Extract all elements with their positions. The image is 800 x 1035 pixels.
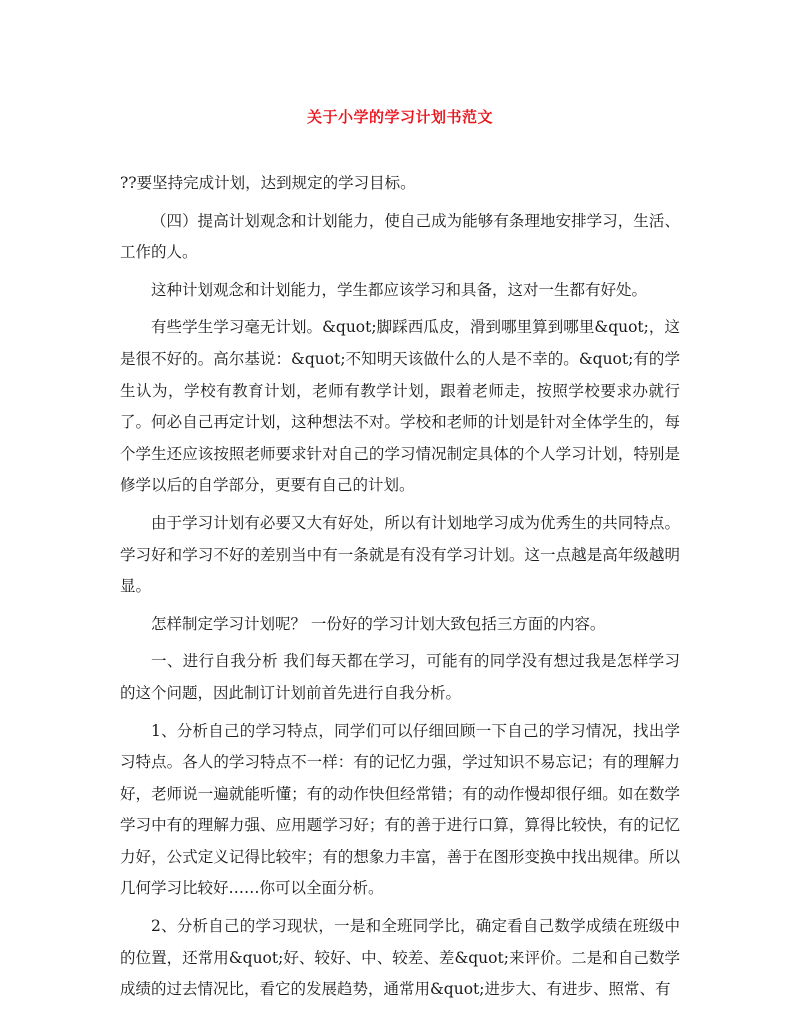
paragraph-5: 由于学习计划有必要又大有好处，所以有计划地学习成为优秀生的共同特点。学习好和学习不好的差别当中有一条就是有没有学习计划。这一点越是高年级越明显。 [120,513,680,596]
paragraph-7: 一、进行自我分析 我们每天都在学习，可能有的同学没有想过我是怎样学习的这个问题，因此制订计划前首先进行自我分析。 [120,652,680,702]
paragraph-4: 有些学生学习毫无计划。&quot;脚踩西瓜皮，滑到哪里算到哪里&quot;，这是很不好的。高尔基说：&quot;不知明天该做什么的人是不幸的。&quot;有的学生认为，学校有教育计划，老师有教学计划，跟着老师走，按照学校要求办就行了。何必自己再定计划，这种想法不对。学校和老师的计划是针对全体学生的，每个学生还应该按照老师要求针对自己的学习情况制定具体的个人学习计划，特别是修学以后的自学部分，更要有自己的计划。 [120,318,680,495]
document-body [120,168,680,1012]
paragraph-3: 这种计划观念和计划能力，学生都应该学习和具备，这对一生都有好处。 [151,280,648,299]
document-title: 关于小学的学习计划书范文 [306,108,493,126]
paragraph-1: ??要坚持完成计划，达到规定的学习目标。 [120,174,416,192]
paragraph-8: 1、分析自己的学习特点，同学们可以仔细回顾一下自己的学习情况，找出学习特点。各人的学习特点不一样：有的记忆力强，学过知识不易忘记；有的理解力好，老师说一遍就能听懂；有的动作快但经常错；有的动作慢却很仔细。如在数学学习中有的理解力强、应用题学习好；有的善于进行口算，算得比较快，有的记忆力好，公式定义记得比较牢；有的想象力丰富，善于在图形变换中找出规律。所以几何学习比较好……你可以全面分析。 [120,721,680,898]
paragraph-9: 2、分析自己的学习现状，一是和全班同学比，确定看自己数学成绩在班级中的位置，还常用&quot;好、较好、中、较差、差&quot;来评价。二是和自己数学成绩的过去情况比，看它的发展趋势，通常用&quot;进步大、有进步、照常、有 [120,917,680,999]
paragraph-2: （四）提高计划观念和计划能力，使自己成为能够有条理地安排学习，生活、工作的人。 [120,211,680,262]
paragraph-6: 怎样制定学习计划呢？ 一份好的学习计划大致包括三方面的内容。 [151,614,606,633]
